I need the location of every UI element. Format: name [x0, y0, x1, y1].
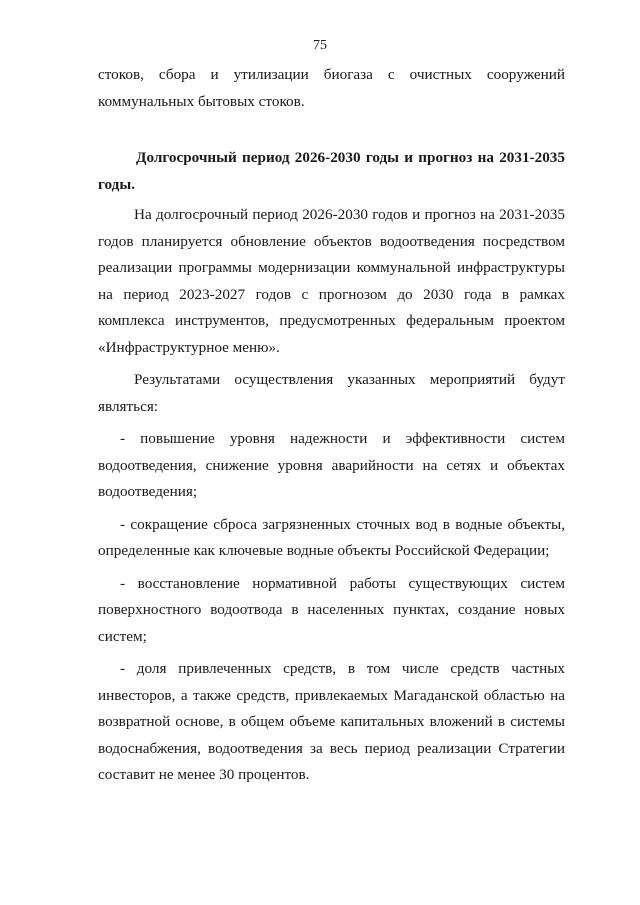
bullet-item-discharge-reduction: - сокращение сброса загрязненных сточных вод в водные объекты, определенные как ключевые водные объекты Российской Федерации; [98, 515, 565, 559]
results-lead-paragraph: Результатами осуществления указанных мероприятий будут являться: [98, 371, 565, 415]
page-number: 75 [313, 38, 327, 53]
bullet-item-reliability: - повышение уровня надежности и эффективности систем водоотведения, снижение уровня аварийности на сетях и объектах водоотведения; [98, 430, 565, 500]
document-body [98, 62, 565, 789]
continuation-paragraph: стоков, сбора и утилизации биогаза с очистных сооружений коммунальных бытовых стоков. [98, 66, 565, 110]
bullet-item-surface-drainage: - восстановление нормативной работы существующих систем поверхностного водоотвода в населенных пунктах, создание новых систем; [98, 574, 565, 645]
intro-paragraph: На долгосрочный период 2026-2030 годов и прогноз на 2031-2035 годов планируется обновление объектов водоотведения посредством реализации программы модернизации коммунальной инфраструктуры на период 2023-2027 годов с прогнозом до 2030 года в рамках комплекса инструментов, предусмотренных федеральным проектом «Инфраструктурное меню». [98, 206, 565, 356]
section-heading: Долгосрочный период 2026-2030 годы и прогноз на 2031-2035 годы. [98, 149, 565, 193]
bullet-item-investment-share: - доля привлеченных средств, в том числе средств частных инвесторов, а также средств, привлекаемых Магаданской областью на возвратной основе, в общем объеме капитальных вложений в системы водоснабжения, водоотведения за весь период реализации Стратегии составит не менее 30 процентов. [98, 660, 565, 783]
